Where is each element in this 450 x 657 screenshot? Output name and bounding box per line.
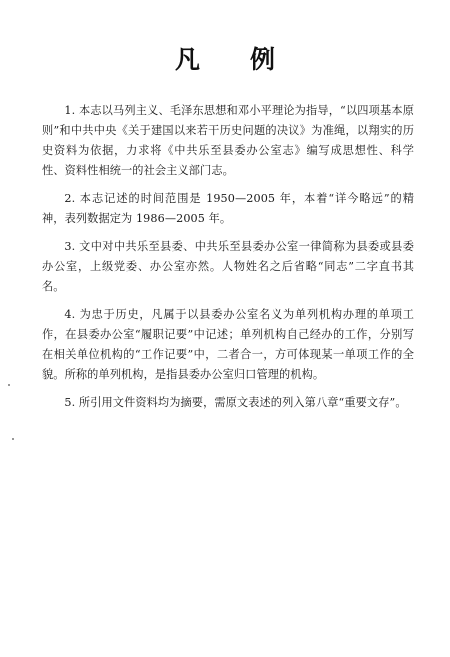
guideline-item-4: 4. 为忠于历史，凡属于以县委办公室名义为单列机构办理的单项工作，在县委办公室“履职记要”中记述；单列机构自己经办的工作，分别写在相关单位机构的“工作记要”中，二者合一，方可体现某一单项工作的全貌。所称的单列机构，是指县委办公室归口管理的机构。 <box>42 308 414 381</box>
guideline-item-1: 1. 本志以马列主义、毛泽东思想和邓小平理论为指导，“以四项基本原则”和中共中央《关于建国以来若干历史问题的决议》为准绳，以翔实的历史资料为依据，力求将《中共乐至县委办公室志》编写成思想性、科学性、资料性相统一的社会主义部门志。 <box>42 104 414 177</box>
guideline-item-3: 3. 文中对中共乐至县委、中共乐至县委办公室一律简称为县委或县委办公室，上级党委、办公室亦然。人物姓名之后省略“同志”二字直书其名。 <box>42 240 414 293</box>
page-title: 凡 例 <box>174 45 275 74</box>
guidelines-body <box>42 101 414 421</box>
guideline-item-5: 5. 所引用文件资料均为摘要，需原文表述的列入第八章“重要文存”。 <box>64 396 407 409</box>
scan-speck <box>12 438 14 440</box>
scan-speck <box>8 384 10 386</box>
guideline-item-2: 2. 本志记述的时间范围是 1950—2005 年，本着“详今略远”的精神，表列数据定为 1986—2005 年。 <box>42 192 414 225</box>
